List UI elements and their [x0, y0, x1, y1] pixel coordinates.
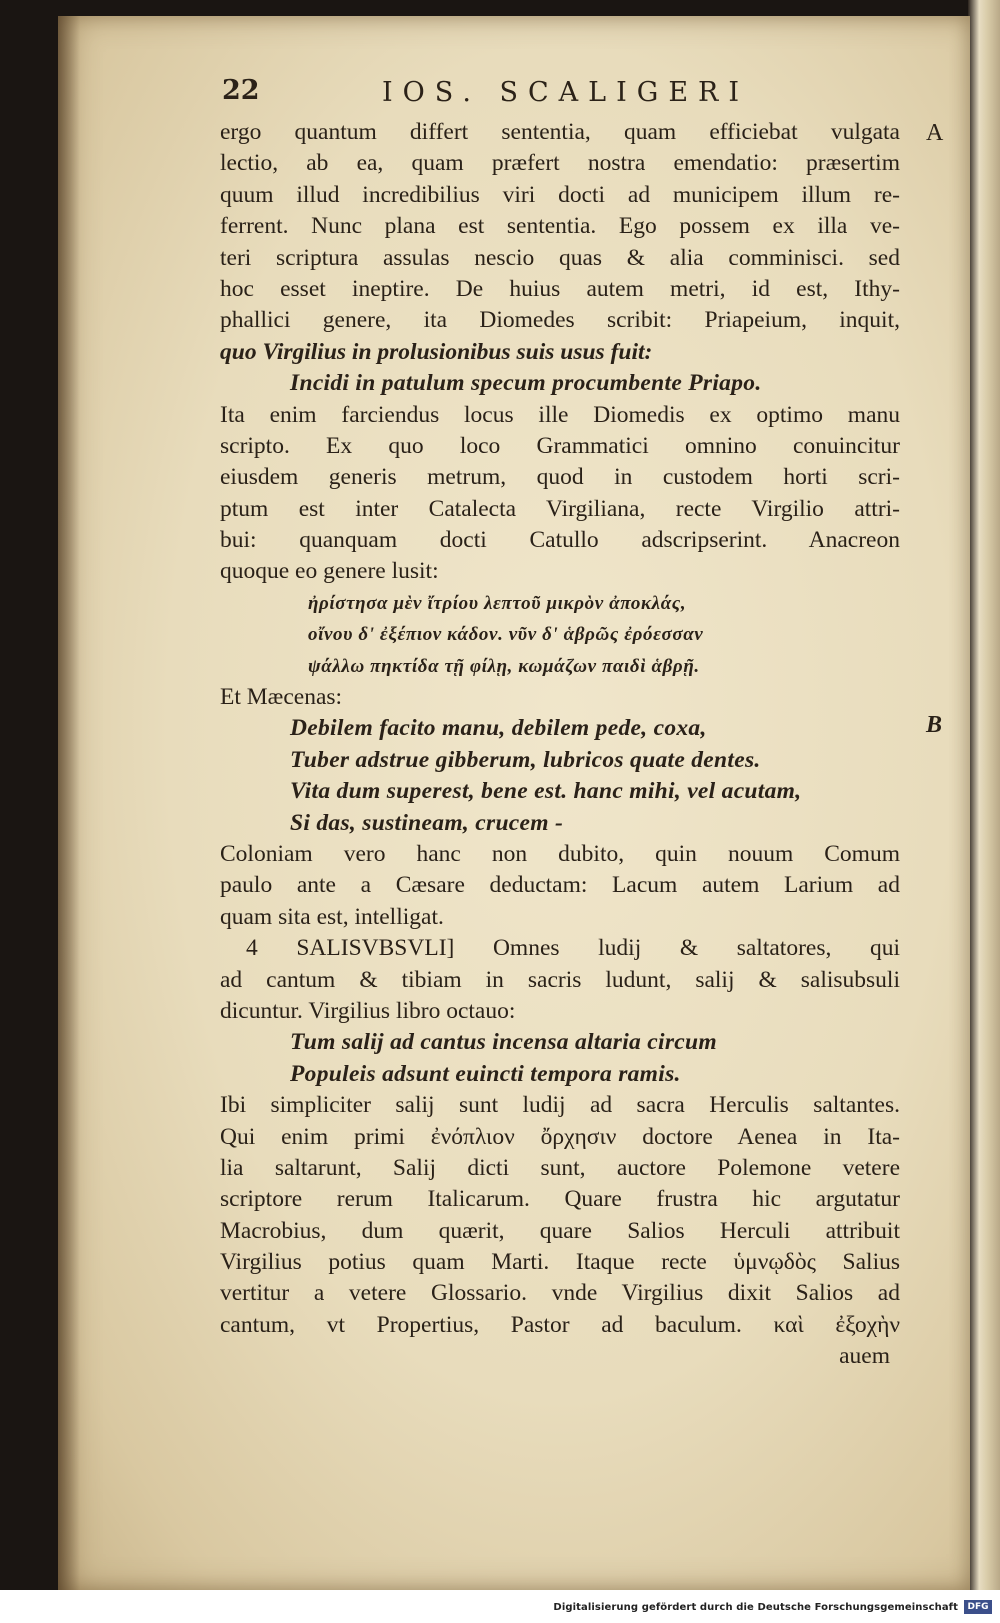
verse-line: Tum salij ad cantus incensa altaria circum: [290, 1029, 717, 1056]
text-line: Coloniam vero hanc non dubito, quin nouum Comum: [220, 840, 900, 867]
text-line: Virgilius potius quam Marti. Itaque recte ὑμνῳδὸς Salius: [220, 1249, 900, 1276]
text-line: lectio, ab ea, quam præfert nostra emendatio: præsertim: [220, 150, 900, 177]
text-line: phallici genere, ita Diomedes scribit: Priapeium, inquit,: [220, 307, 900, 334]
text-line: Et Mæcenas:: [220, 684, 343, 711]
text-line: Qui enim primi ἐνόπλιον ὄρχησιν doctore Aenea in Ita-: [220, 1123, 900, 1150]
text-line: dicuntur. Virgilius libro octauo:: [220, 997, 516, 1024]
text-line: ergo quantum differt sententia, quam efficiebat vulgata: [220, 119, 900, 145]
running-head: IOS. SCALIGERI: [382, 77, 750, 108]
text-line: ptum est inter Catalecta Virgiliana, recte Virgilio attri-: [220, 495, 900, 522]
text-line: paulo ante a Cæsare deductam: Lacum autem Larium ad: [220, 872, 900, 899]
verse-line: Incidi in patulum specum procumbente Priapo.: [290, 370, 762, 397]
greek-verse-line: ἠρίστησα μὲν ἴτρίου λεπτοῦ μικρὸν ἀποκλάς,: [308, 592, 687, 614]
text-line: quo Virgilius in prolusionibus suis usus fuit:: [220, 338, 653, 365]
catchword: auem: [839, 1343, 890, 1370]
body-text: [220, 117, 900, 1373]
text-line: Ibi simpliciter salij sunt ludij ad sacra Herculis saltantes.: [220, 1092, 900, 1119]
text-line: quam sita est, intelligat.: [220, 903, 444, 930]
footer-credit: Digitalisierung gefördert durch die Deutsche Forschungsgemeinschaft: [553, 1602, 958, 1613]
text-line: quoque eo genere lusit:: [220, 558, 439, 585]
text-line: eiusdem generis metrum, quod in custodem horti scri-: [220, 464, 900, 491]
page-gutter-shadow: [58, 16, 80, 1590]
margin-letter-b: B: [926, 712, 943, 738]
text-line: bui: quanquam docti Catullo adscripserint. Anacreon: [220, 527, 900, 554]
text-line: Ita enim farciendus locus ille Diomedis ex optimo manu: [220, 401, 900, 428]
text-line: scriptore rerum Italicarum. Quare frustra hic argutatur: [220, 1186, 900, 1213]
page-number: 22: [222, 75, 260, 106]
margin-letter-a: A: [926, 120, 944, 146]
text-line: ferrent. Nunc plana est sententia. Ego possem ex illa ve-: [220, 213, 900, 240]
digitization-footer: [0, 1590, 1000, 1623]
scan-edge: [968, 0, 1000, 1590]
dfg-logo: DFG: [964, 1600, 992, 1614]
greek-verse-line: οἴνου δ' ἐξέπιον κάδον. νῦν δ' ἁβρῶς ἐρόεσσαν: [308, 624, 704, 646]
text-line: scripto. Ex quo loco Grammatici omnino conuincitur: [220, 432, 900, 459]
verse-line: Debilem facito manu, debilem pede, coxa,: [290, 715, 707, 742]
verse-line: Populeis adsunt euincti tempora ramis.: [290, 1060, 681, 1087]
verse-line: Vita dum superest, bene est. hanc mihi, vel acutam,: [290, 778, 802, 805]
text-line: Macrobius, dum quærit, quare Salios Herculi attribuit: [220, 1217, 900, 1244]
text-line: quum illud incredibilius viri docti ad municipem illum re-: [220, 181, 900, 208]
text-line: cantum, vt Propertius, Pastor ad baculum. καὶ ἐξοχὴν: [220, 1311, 900, 1338]
text-line: lia saltarunt, Salij dicti sunt, auctore Polemone vetere: [220, 1154, 900, 1181]
lemma-line: 4 SALISVBSVLI] Omnes ludij & saltatores, qui: [246, 935, 900, 962]
page-header: [222, 75, 922, 115]
verse-line: Tuber adstrue gibberum, lubricos quate dentes.: [290, 746, 761, 773]
text-line: teri scriptura assulas nescio quas & alia comminisci. sed: [220, 244, 900, 271]
text-line: ad cantum & tibiam in sacris ludunt, salij & salisubsuli: [220, 966, 900, 993]
verse-line: Si das, sustineam, crucem -: [290, 809, 564, 836]
greek-verse-line: ψάλλω πηκτίδα τῇ φίλῃ, κωμάζων παιδὶ ἁβρῇ.: [308, 655, 700, 677]
text-line: vertitur a vetere Glossario. vnde Virgilius dixit Salios ad: [220, 1280, 900, 1307]
text-line: hoc esset ineptire. De huius autem metri, id est, Ithy-: [220, 275, 900, 302]
